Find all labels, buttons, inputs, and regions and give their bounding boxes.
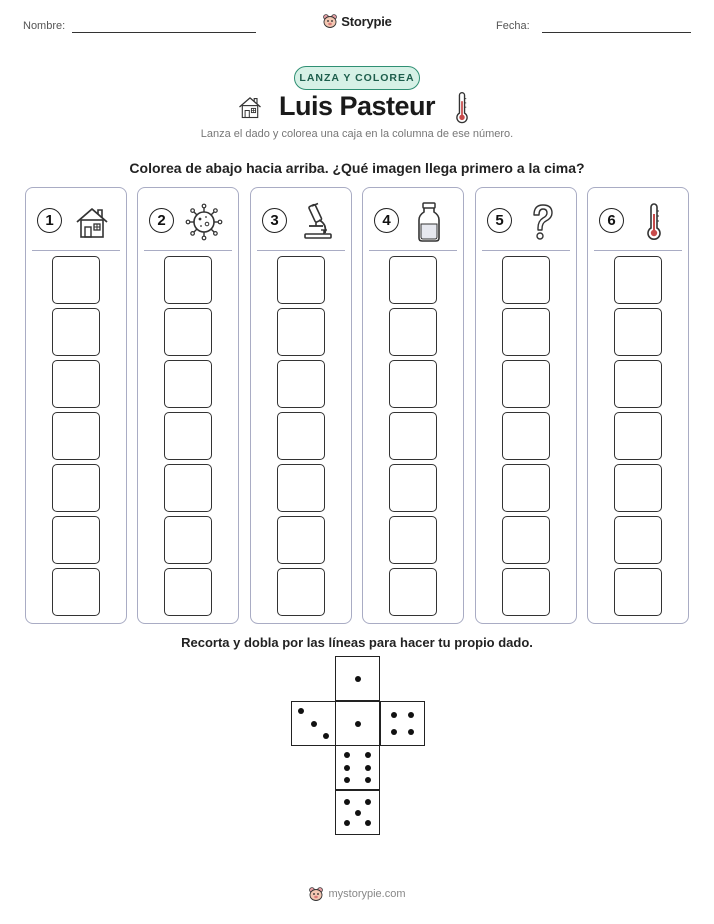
instruction: Colorea de abajo hacia arriba. ¿Qué imagen llega primero a la cima? xyxy=(129,160,585,176)
color-box[interactable] xyxy=(389,412,437,460)
milk-bottle-icon xyxy=(409,202,449,242)
color-box[interactable] xyxy=(277,360,325,408)
column-number: 1 xyxy=(37,208,62,233)
column-header xyxy=(363,202,463,242)
activity-badge: LANZA Y COLOREA xyxy=(294,66,420,90)
color-box[interactable] xyxy=(277,256,325,304)
die-face-5 xyxy=(335,790,380,835)
die-pip xyxy=(391,729,397,735)
house-icon xyxy=(72,202,112,242)
color-box[interactable] xyxy=(52,412,100,460)
die-pip xyxy=(365,765,371,771)
color-box[interactable] xyxy=(277,308,325,356)
virus-icon xyxy=(184,202,224,242)
column-divider xyxy=(144,250,232,251)
color-box[interactable] xyxy=(277,464,325,512)
color-box[interactable] xyxy=(164,516,212,564)
column-divider xyxy=(482,250,570,251)
name-line[interactable] xyxy=(72,32,256,33)
column-6 xyxy=(587,187,689,624)
die-pip xyxy=(344,799,350,805)
die-pip xyxy=(408,712,414,718)
die-pip xyxy=(323,733,329,739)
die-pip xyxy=(344,752,350,758)
footer-url: mystorypie.com xyxy=(328,888,406,900)
column-divider xyxy=(32,250,120,251)
die-pip xyxy=(344,765,350,771)
color-box[interactable] xyxy=(614,516,662,564)
color-box[interactable] xyxy=(614,308,662,356)
thermometer-icon xyxy=(453,91,471,125)
die-pip xyxy=(391,712,397,718)
column-5 xyxy=(475,187,577,624)
color-box[interactable] xyxy=(52,568,100,616)
column-header xyxy=(138,202,238,242)
color-box[interactable] xyxy=(164,412,212,460)
cut-instruction: Recorta y dobla por las líneas para hacer tu propio dado. xyxy=(181,635,533,650)
column-header xyxy=(251,202,351,242)
column-number: 3 xyxy=(262,208,287,233)
page-title: Luis Pasteur xyxy=(278,91,436,121)
die-pip xyxy=(355,810,361,816)
die-pip xyxy=(355,676,361,682)
die-pip xyxy=(365,777,371,783)
column-2 xyxy=(137,187,239,624)
color-box[interactable] xyxy=(164,568,212,616)
die-face-1 xyxy=(335,656,380,701)
name-label: Nombre: xyxy=(23,20,66,32)
color-box[interactable] xyxy=(277,412,325,460)
color-box[interactable] xyxy=(52,516,100,564)
die-pip xyxy=(408,729,414,735)
die-pip xyxy=(355,721,361,727)
color-box[interactable] xyxy=(502,568,550,616)
color-box[interactable] xyxy=(389,516,437,564)
column-number: 2 xyxy=(149,208,174,233)
color-box[interactable] xyxy=(164,308,212,356)
thermometer-icon xyxy=(634,202,674,242)
column-4 xyxy=(362,187,464,624)
die-pip xyxy=(365,752,371,758)
die-pip xyxy=(344,820,350,826)
color-box[interactable] xyxy=(164,256,212,304)
die-pip xyxy=(311,721,317,727)
color-box[interactable] xyxy=(502,308,550,356)
color-box[interactable] xyxy=(389,308,437,356)
die-pip xyxy=(298,708,304,714)
color-box[interactable] xyxy=(52,256,100,304)
brand-name: Storypie xyxy=(341,13,392,29)
column-header xyxy=(476,202,576,242)
color-box[interactable] xyxy=(52,360,100,408)
die-face-6 xyxy=(335,745,380,790)
column-divider xyxy=(369,250,457,251)
die-pip xyxy=(365,799,371,805)
color-box[interactable] xyxy=(614,568,662,616)
die-face-4 xyxy=(380,701,425,746)
storypie-mascot-icon xyxy=(322,13,338,29)
color-box[interactable] xyxy=(614,360,662,408)
date-line[interactable] xyxy=(542,32,691,33)
column-number: 4 xyxy=(374,208,399,233)
color-box[interactable] xyxy=(502,464,550,512)
color-box[interactable] xyxy=(277,516,325,564)
column-header xyxy=(588,202,688,242)
color-box[interactable] xyxy=(502,516,550,564)
footer xyxy=(0,886,714,902)
die-pip xyxy=(344,777,350,783)
die-face-1 xyxy=(335,701,380,746)
color-box[interactable] xyxy=(164,464,212,512)
color-box[interactable] xyxy=(389,464,437,512)
color-box[interactable] xyxy=(389,256,437,304)
column-divider xyxy=(594,250,682,251)
storypie-mascot-icon xyxy=(308,886,324,902)
color-box[interactable] xyxy=(614,256,662,304)
color-box[interactable] xyxy=(164,360,212,408)
title-row xyxy=(0,91,714,127)
color-box[interactable] xyxy=(52,464,100,512)
color-box[interactable] xyxy=(52,308,100,356)
color-box[interactable] xyxy=(502,360,550,408)
column-1 xyxy=(25,187,127,624)
date-label: Fecha: xyxy=(496,20,530,32)
column-divider xyxy=(257,250,345,251)
color-box[interactable] xyxy=(502,256,550,304)
color-box[interactable] xyxy=(277,568,325,616)
column-number: 6 xyxy=(599,208,624,233)
microscope-icon xyxy=(297,202,337,242)
color-box[interactable] xyxy=(389,568,437,616)
color-box[interactable] xyxy=(614,412,662,460)
column-3 xyxy=(250,187,352,624)
color-box[interactable] xyxy=(389,360,437,408)
die-face-3 xyxy=(291,701,336,746)
question-mark-icon xyxy=(522,202,562,242)
color-box[interactable] xyxy=(502,412,550,460)
subtitle: Lanza el dado y colorea una caja en la columna de ese número. xyxy=(200,128,514,140)
brand-logo xyxy=(0,13,714,29)
column-number: 5 xyxy=(487,208,512,233)
column-header xyxy=(26,202,126,242)
color-box[interactable] xyxy=(614,464,662,512)
die-pip xyxy=(365,820,371,826)
